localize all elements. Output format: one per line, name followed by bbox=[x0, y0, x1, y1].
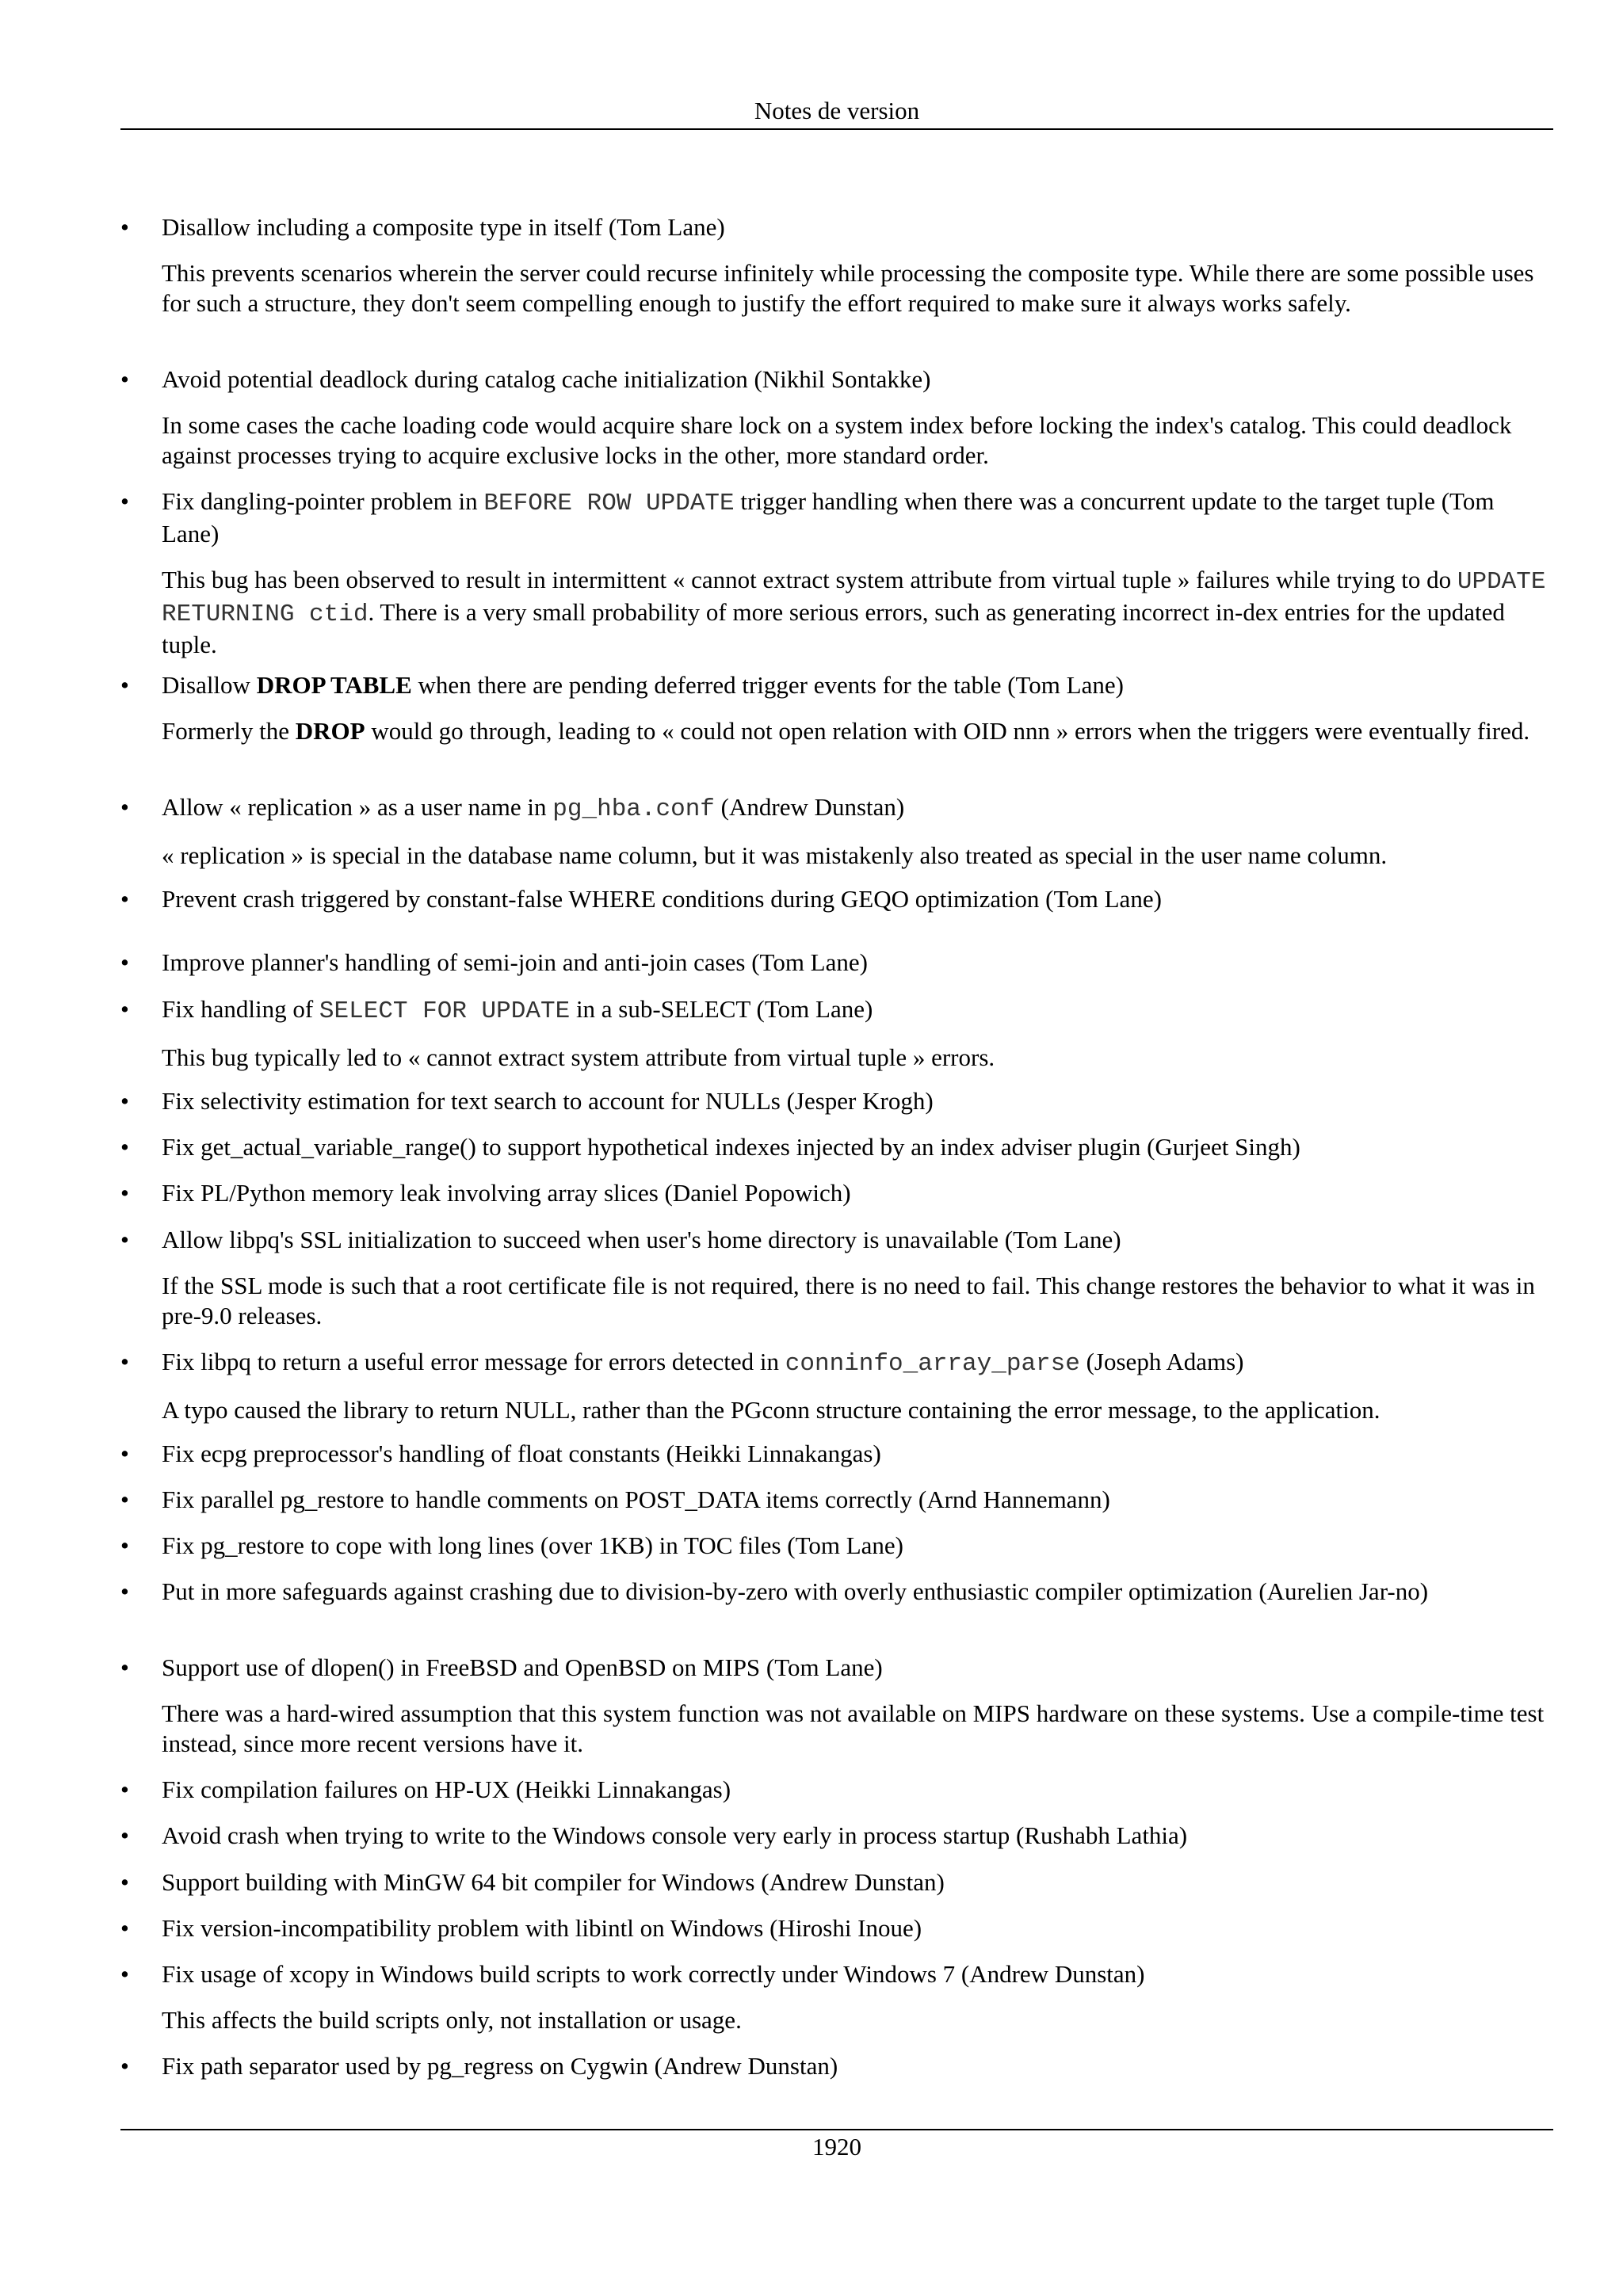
item-title: Fix ecpg preprocessor's handling of float constants (Heikki Linnakangas) bbox=[162, 1440, 881, 1467]
item-title: Fix path separator used by pg_regress on Cygwin (Andrew Dunstan) bbox=[162, 2052, 838, 2080]
item-title: Fix handling of SELECT FOR UPDATE in a sub-SELECT (Tom Lane) bbox=[162, 995, 873, 1025]
item-description: This prevents scenarios wherein the server could recurse infinitely while processing the composite type. While there are some possible uses for such a structure, they don't seem compelling enough to justify the effort required to make sure it always works safely. bbox=[162, 259, 1534, 317]
item-description: If the SSL mode is such that a root certificate file is not required, there is no need to fail. This change restores the behavior to what it was in pre-9.0 releases. bbox=[162, 1272, 1535, 1329]
item-description: In some cases the cache loading code would acquire share lock on a system index before locking the index's catalog. This could deadlock against processes trying to acquire exclusive locks in the other, more standard order. bbox=[162, 411, 1512, 469]
item-description: A typo caused the library to return NULL, rather than the PGconn structure containing the error message, to the application. bbox=[162, 1396, 1381, 1424]
list-item bbox=[120, 1086, 1553, 1116]
page-header: Notes de version bbox=[754, 97, 920, 124]
inline-code: UPDATE RETURNING ctid bbox=[162, 568, 1546, 628]
item-title: Fix compilation failures on HP-UX (Heikki Linnakangas) bbox=[162, 1775, 731, 1803]
list-item bbox=[120, 1178, 1553, 1208]
item-title: Disallow including a composite type in itself (Tom Lane) bbox=[162, 213, 725, 241]
inline-code: conninfo_array_parse bbox=[785, 1350, 1080, 1378]
bold-term: DROP bbox=[295, 717, 365, 745]
item-title: Fix get_actual_variable_range() to support hypothetical indexes injected by an index adviser plugin (Gurjeet Singh) bbox=[162, 1133, 1300, 1161]
bullet: • bbox=[120, 948, 129, 976]
item-title: Fix PL/Python memory leak involving array slices (Daniel Popowich) bbox=[162, 1179, 851, 1207]
list-item bbox=[120, 1821, 1553, 1851]
list-item bbox=[120, 364, 1553, 471]
list-item bbox=[120, 1577, 1553, 1607]
bullet: • bbox=[120, 1960, 129, 1988]
item-title: Support building with MinGW 64 bit compiler for Windows (Andrew Dunstan) bbox=[162, 1868, 945, 1896]
item-title: Fix libpq to return a useful error message for errors detected in conninfo_array_parse (Joseph Adams) bbox=[162, 1348, 1244, 1378]
bullet: • bbox=[120, 1577, 129, 1605]
bullet: • bbox=[120, 1179, 129, 1207]
bullet: • bbox=[120, 1133, 129, 1161]
item-description: « replication » is special in the database name column, but it was mistakenly also treated as special in the user name column. bbox=[162, 841, 1388, 869]
bullet: • bbox=[120, 1914, 129, 1942]
list-item bbox=[120, 1531, 1553, 1561]
list-item bbox=[120, 486, 1553, 660]
bold-term: DROP TABLE bbox=[256, 671, 412, 699]
item-title: Avoid potential deadlock during catalog cache initialization (Nikhil Sontakke) bbox=[162, 365, 931, 393]
list-item bbox=[120, 1913, 1553, 1943]
bullet: • bbox=[120, 1821, 129, 1849]
inline-code: BEFORE ROW UPDATE bbox=[483, 490, 735, 517]
item-title: Allow « replication » as a user name in pg_hba.conf (Andrew Dunstan) bbox=[162, 793, 905, 823]
bullet: • bbox=[120, 671, 129, 699]
list-item bbox=[120, 2051, 1553, 2081]
item-description: This bug has been observed to result in intermittent « cannot extract system attribute from virtual tuple » failures while trying to do UPDATE RETURNING ctid. There is a very small probability of more serious errors, such as generating incorrect in-dex entries for the updated tuple. bbox=[162, 566, 1546, 658]
item-description: Formerly the DROP would go through, leading to « could not open relation with OID nnn » errors when the triggers were eventually fired. bbox=[162, 717, 1530, 745]
item-title: Avoid crash when trying to write to the Windows console very early in process startup (Rushabh Lathia) bbox=[162, 1821, 1188, 1849]
bullet: • bbox=[120, 1486, 129, 1513]
list-item bbox=[120, 1485, 1553, 1515]
list-item bbox=[120, 1867, 1553, 1897]
bullet: • bbox=[120, 365, 129, 393]
list-item bbox=[120, 1439, 1553, 1469]
item-description: There was a hard-wired assumption that this system function was not available on MIPS hardware on these systems. Use a compile-time test instead, since more recent versions have it. bbox=[162, 1699, 1545, 1757]
list-item bbox=[120, 948, 1553, 978]
bullet: • bbox=[120, 1440, 129, 1467]
inline-code: SELECT FOR UPDATE bbox=[319, 997, 571, 1025]
item-title: Allow libpq's SSL initialization to succeed when user's home directory is unavailable (Tom Lane) bbox=[162, 1226, 1121, 1253]
bullet: • bbox=[120, 995, 129, 1023]
list-item bbox=[120, 670, 1553, 746]
list-item bbox=[120, 1225, 1553, 1331]
bullet: • bbox=[120, 1348, 129, 1375]
item-title: Fix dangling-pointer problem in BEFORE ROW UPDATE trigger handling when there was a concurrent update to the target tuple (Tom Lane) bbox=[162, 487, 1495, 547]
bullet: • bbox=[120, 1653, 129, 1681]
list-item bbox=[120, 1132, 1553, 1162]
list-item bbox=[120, 1653, 1553, 1759]
item-title: Fix version-incompatibility problem with libintl on Windows (Hiroshi Inoue) bbox=[162, 1914, 922, 1942]
list-item bbox=[120, 994, 1553, 1073]
list-item bbox=[120, 884, 1553, 914]
item-title: Prevent crash triggered by constant-false WHERE conditions during GEQO optimization (Tom Lane) bbox=[162, 885, 1162, 913]
inline-code: pg_hba.conf bbox=[552, 795, 715, 823]
bullet: • bbox=[120, 1775, 129, 1803]
bullet: • bbox=[120, 213, 129, 241]
bullet: • bbox=[120, 885, 129, 913]
item-description: This affects the build scripts only, not installation or usage. bbox=[162, 2006, 742, 2034]
item-title: Improve planner's handling of semi-join and anti-join cases (Tom Lane) bbox=[162, 948, 868, 976]
list-item bbox=[120, 1959, 1553, 2035]
bullet: • bbox=[120, 1087, 129, 1115]
bullet: • bbox=[120, 1868, 129, 1896]
list-item bbox=[120, 1347, 1553, 1425]
item-title: Fix selectivity estimation for text search to account for NULLs (Jesper Krogh) bbox=[162, 1087, 934, 1115]
item-title: Support use of dlopen() in FreeBSD and OpenBSD on MIPS (Tom Lane) bbox=[162, 1653, 883, 1681]
item-description: This bug typically led to « cannot extract system attribute from virtual tuple » errors. bbox=[162, 1043, 995, 1071]
item-title: Put in more safeguards against crashing due to division-by-zero with overly enthusiastic compiler optimization (Aurelien Jar-no) bbox=[162, 1577, 1429, 1605]
bullet: • bbox=[120, 1531, 129, 1559]
bullet: • bbox=[120, 487, 129, 515]
bullet: • bbox=[120, 2052, 129, 2080]
item-title: Fix pg_restore to cope with long lines (over 1KB) in TOC files (Tom Lane) bbox=[162, 1531, 903, 1559]
page-number: 1920 bbox=[812, 2133, 861, 2161]
bullet: • bbox=[120, 793, 129, 821]
item-title: Fix usage of xcopy in Windows build scripts to work correctly under Windows 7 (Andrew Dunstan) bbox=[162, 1960, 1145, 1988]
item-title: Fix parallel pg_restore to handle comments on POST_DATA items correctly (Arnd Hannemann) bbox=[162, 1486, 1110, 1513]
list-item bbox=[120, 1775, 1553, 1805]
item-title: Disallow DROP TABLE when there are pending deferred trigger events for the table (Tom Lane) bbox=[162, 671, 1124, 699]
list-item bbox=[120, 212, 1553, 318]
bullet: • bbox=[120, 1226, 129, 1253]
list-item bbox=[120, 792, 1553, 871]
